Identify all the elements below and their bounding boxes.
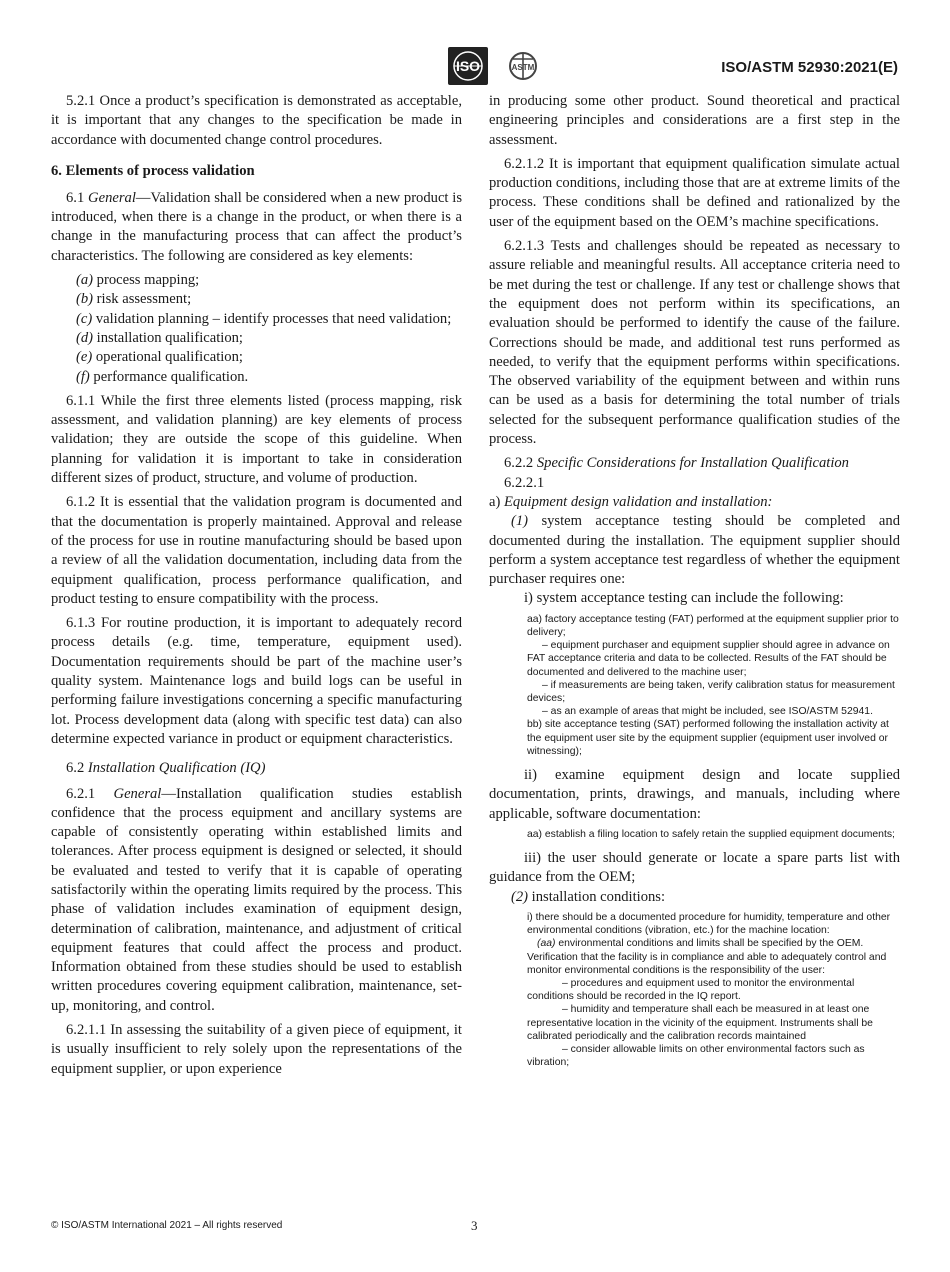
clause-title: Specific Considerations for Installation Qualification <box>536 455 849 472</box>
list-item <box>51 368 462 387</box>
clause-label: General <box>88 189 136 206</box>
iso-logo <box>448 47 488 85</box>
clause-text: —Validation shall be considered when a new product is introduced, when there is a change in the product, or when there is a change in the manufacturing process that can affect the product’s characteristics. The following are considered as key elements: <box>51 189 463 264</box>
subsection-6-2-2-heading <box>489 454 900 473</box>
paragraph-6-1 <box>51 189 462 266</box>
clause-number: 6.2 <box>66 760 85 777</box>
item-2-installation-conditions <box>489 888 900 907</box>
clause-number: 6.2.2 <box>504 455 534 472</box>
item-iii-spare-parts: iii) the user should generate or locate a spare parts list with guidance from the OEM; <box>489 850 900 886</box>
item-a-heading <box>489 493 900 512</box>
item-marker: (1) <box>511 513 529 530</box>
list-text: risk assessment; <box>93 291 192 308</box>
list-text: operational qualification; <box>92 349 243 366</box>
item-title: Equipment design validation and installation: <box>504 493 773 510</box>
detail-line: – if measurements are being taken, verify calibration status for measurement devices; <box>527 679 895 704</box>
right-column <box>489 92 900 1077</box>
list-text: validation planning – identify processes that need validation; <box>92 310 452 327</box>
list-item <box>51 290 462 309</box>
clause-title: Installation Qualification (IQ) <box>87 760 266 777</box>
clause-label: General <box>113 785 162 802</box>
page-number: 3 <box>471 1218 478 1233</box>
item-text: installation conditions: <box>528 888 666 905</box>
astm-logo-text: ASTM <box>511 63 535 72</box>
astm-logo-graphic <box>503 47 543 85</box>
paragraph-6-1-2: 6.1.2 It is essential that the validation program is documented and that the documentation is properly maintained. Approval and release of the process for use in routine manufacturing should be based upon a review of all the validation documentation, including data from the equipment qualification, process performance qualification, and product testing to ensure compatibility with the process. <box>51 494 462 607</box>
filing-location-detail: aa) establish a filing location to safely retain the supplied equipment documents; <box>527 828 895 840</box>
list-marker: (c) <box>76 310 93 327</box>
detail-line: – humidity and temperature shall each be measured in at least one representative location in the vicinity of the equipment. Instruments shall be calibrated periodically and the calibration records maintained <box>527 1004 873 1042</box>
installation-conditions-details <box>489 911 900 1069</box>
detail-line: i) there should be a documented procedure for humidity, temperature and other environmental conditions (vibration, etc.) for the machine location: <box>527 911 891 937</box>
copyright-notice: © ISO/ASTM International 2021 – All rights reserved <box>51 1220 283 1231</box>
list-text: process mapping; <box>93 272 200 289</box>
astm-logo <box>503 47 543 85</box>
item-marker: (2) <box>511 888 529 905</box>
list-item <box>51 310 462 329</box>
list-marker: (b) <box>76 291 94 308</box>
detail-line: – as an example of areas that might be included, see ISO/ASTM 52941. <box>542 706 873 718</box>
list-item <box>51 271 462 290</box>
item-1-system-acceptance <box>489 512 900 589</box>
detail-line <box>527 937 900 977</box>
list-item <box>51 329 462 348</box>
item-marker: a) <box>489 493 501 510</box>
paragraph-6-1-1: 6.1.1 While the first three elements listed (process mapping, risk assessment, and validation planning) are key elements of process validation; they are outside the scope of this guideline. When planning for validation it is important to take in consideration different sizes of product, structure, and volume of production. <box>51 392 462 487</box>
list-marker: (e) <box>76 349 93 366</box>
paragraph-6-2-1-1: 6.2.1.1 In assessing the suitability of a given piece of equipment, it is usually insufficient to rely solely upon the representations of the equipment supplier, or upon experience <box>51 1022 462 1077</box>
list-marker: (f) <box>76 368 90 385</box>
item-i-fat-sat: i) system acceptance testing can include the following: <box>524 590 844 607</box>
clause-6-2-2-1: 6.2.2.1 <box>504 474 545 491</box>
paragraph-6-1-3: 6.1.3 For routine production, it is important to adequately record process details (e.g. time, temperature, equipment used). Documentation requirements should be part of the machine user’s quality system. Maintenance logs and build logs can be useful in performing failure investigations concerning a specific manufacturing lot. Process development data (along with specific test data) can also determine expected variance in product or equipment characteristics. <box>51 615 462 747</box>
item-text: system acceptance testing should be completed and documented during the installation. The equipment supplier should perform a system acceptance test regardless of whether the equipment purchaser requires one: <box>489 513 900 588</box>
iso-logo-text: ISO <box>455 58 481 74</box>
detail-line: – procedures and equipment used to monitor the environmental conditions should be recorded in the IQ report. <box>527 977 855 1003</box>
paragraph-6-2-1 <box>51 785 462 1017</box>
detail-line: – equipment purchaser and equipment supplier should agree in advance on FAT acceptance criteria and data to be collected. Results of the FAT should be documented and delivered to the machine user; <box>527 640 890 678</box>
detail-text: environmental conditions and limits shall be specified by the OEM. Verification that the facility is in compliance and able to adequately control and monitor environmental conditions is the responsibility of the user: <box>527 938 887 976</box>
detail-line: bb) site acceptance testing (SAT) performed following the installation activity at the equipment user site by the equipment supplier (equipment user involved or witnessing); <box>527 719 889 757</box>
list-item <box>51 348 462 367</box>
section-6-heading: 6. Elements of process validation <box>51 162 255 179</box>
paragraph-6-2-1-2: 6.2.1.2 It is important that equipment qualification simulate actual production conditions, including those that are at extreme limits of the process. These conditions shall be defined and rationalized by the user of the equipment based on the OEM’s machine specifications. <box>489 155 900 230</box>
list-text: performance qualification. <box>89 368 249 385</box>
paragraph-6-2-1-3: 6.2.1.3 Tests and challenges should be repeated as necessary to assure reliable and meaningful results. All acceptance criteria need to be met during the test or challenge. If any test or challenge shows that the equipment does not perform within its specifications, an evaluation should be performed to identify the cause of the failure. Corrections should be made, and additional test runs performed as needed, to verify that the equipment performs within specifications. The observed variability of the equipment between and within runs can be used as a basis for determining the total number of trials selected for the subsequent performance qualification studies of the process. <box>489 238 900 448</box>
item-ii-equipment-design: ii) examine equipment design and locate supplied documentation, prints, drawings, and manuals, including where applicable, software documentation: <box>489 766 900 822</box>
detail-marker: (aa) <box>537 938 556 950</box>
iso-logo-graphic <box>448 47 488 85</box>
key-elements-list <box>51 271 462 387</box>
clause-number: 6.1 <box>66 189 85 206</box>
detail-line: aa) factory acceptance testing (FAT) performed at the equipment supplier prior to delivery; <box>527 613 899 638</box>
list-text: installation qualification; <box>93 329 243 346</box>
clause-number: 6.2.1 <box>66 785 96 802</box>
detail-line: – consider allowable limits on other environmental factors such as vibration; <box>527 1043 865 1069</box>
subsection-6-2-heading <box>51 759 462 778</box>
paragraph-5-2-1: 5.2.1 Once a product’s specification is demonstrated as acceptable, it is important that any changes to the specification be made in accordance with documented change control procedures. <box>51 93 462 148</box>
list-marker: (a) <box>76 272 94 289</box>
fat-sat-details <box>489 613 900 758</box>
document-id: ISO/ASTM 52930:2021(E) <box>721 59 898 76</box>
left-column <box>51 92 462 1084</box>
list-marker: (d) <box>76 329 94 346</box>
clause-text: —Installation qualification studies establish confidence that the process equipment and ancillary systems are capable of consistently operating within established limits and tolerances. After process equipment is designed or selected, it should be evaluated and tested to verify that it is capable of operating satisfactorily within the operating limits required by the process. This phase of validation includes examination of equipment design, determination of calibration, maintenance, and adjustment of critical equipment features that could affect the process and product. Information obtained from these studies should be used to establish written procedures covering equipment calibration, maintenance, set-up, monitoring, and control. <box>51 785 462 1014</box>
paragraph-continuation: in producing some other product. Sound theoretical and practical engineering principles and considerations are a first step in the assessment. <box>489 93 900 148</box>
